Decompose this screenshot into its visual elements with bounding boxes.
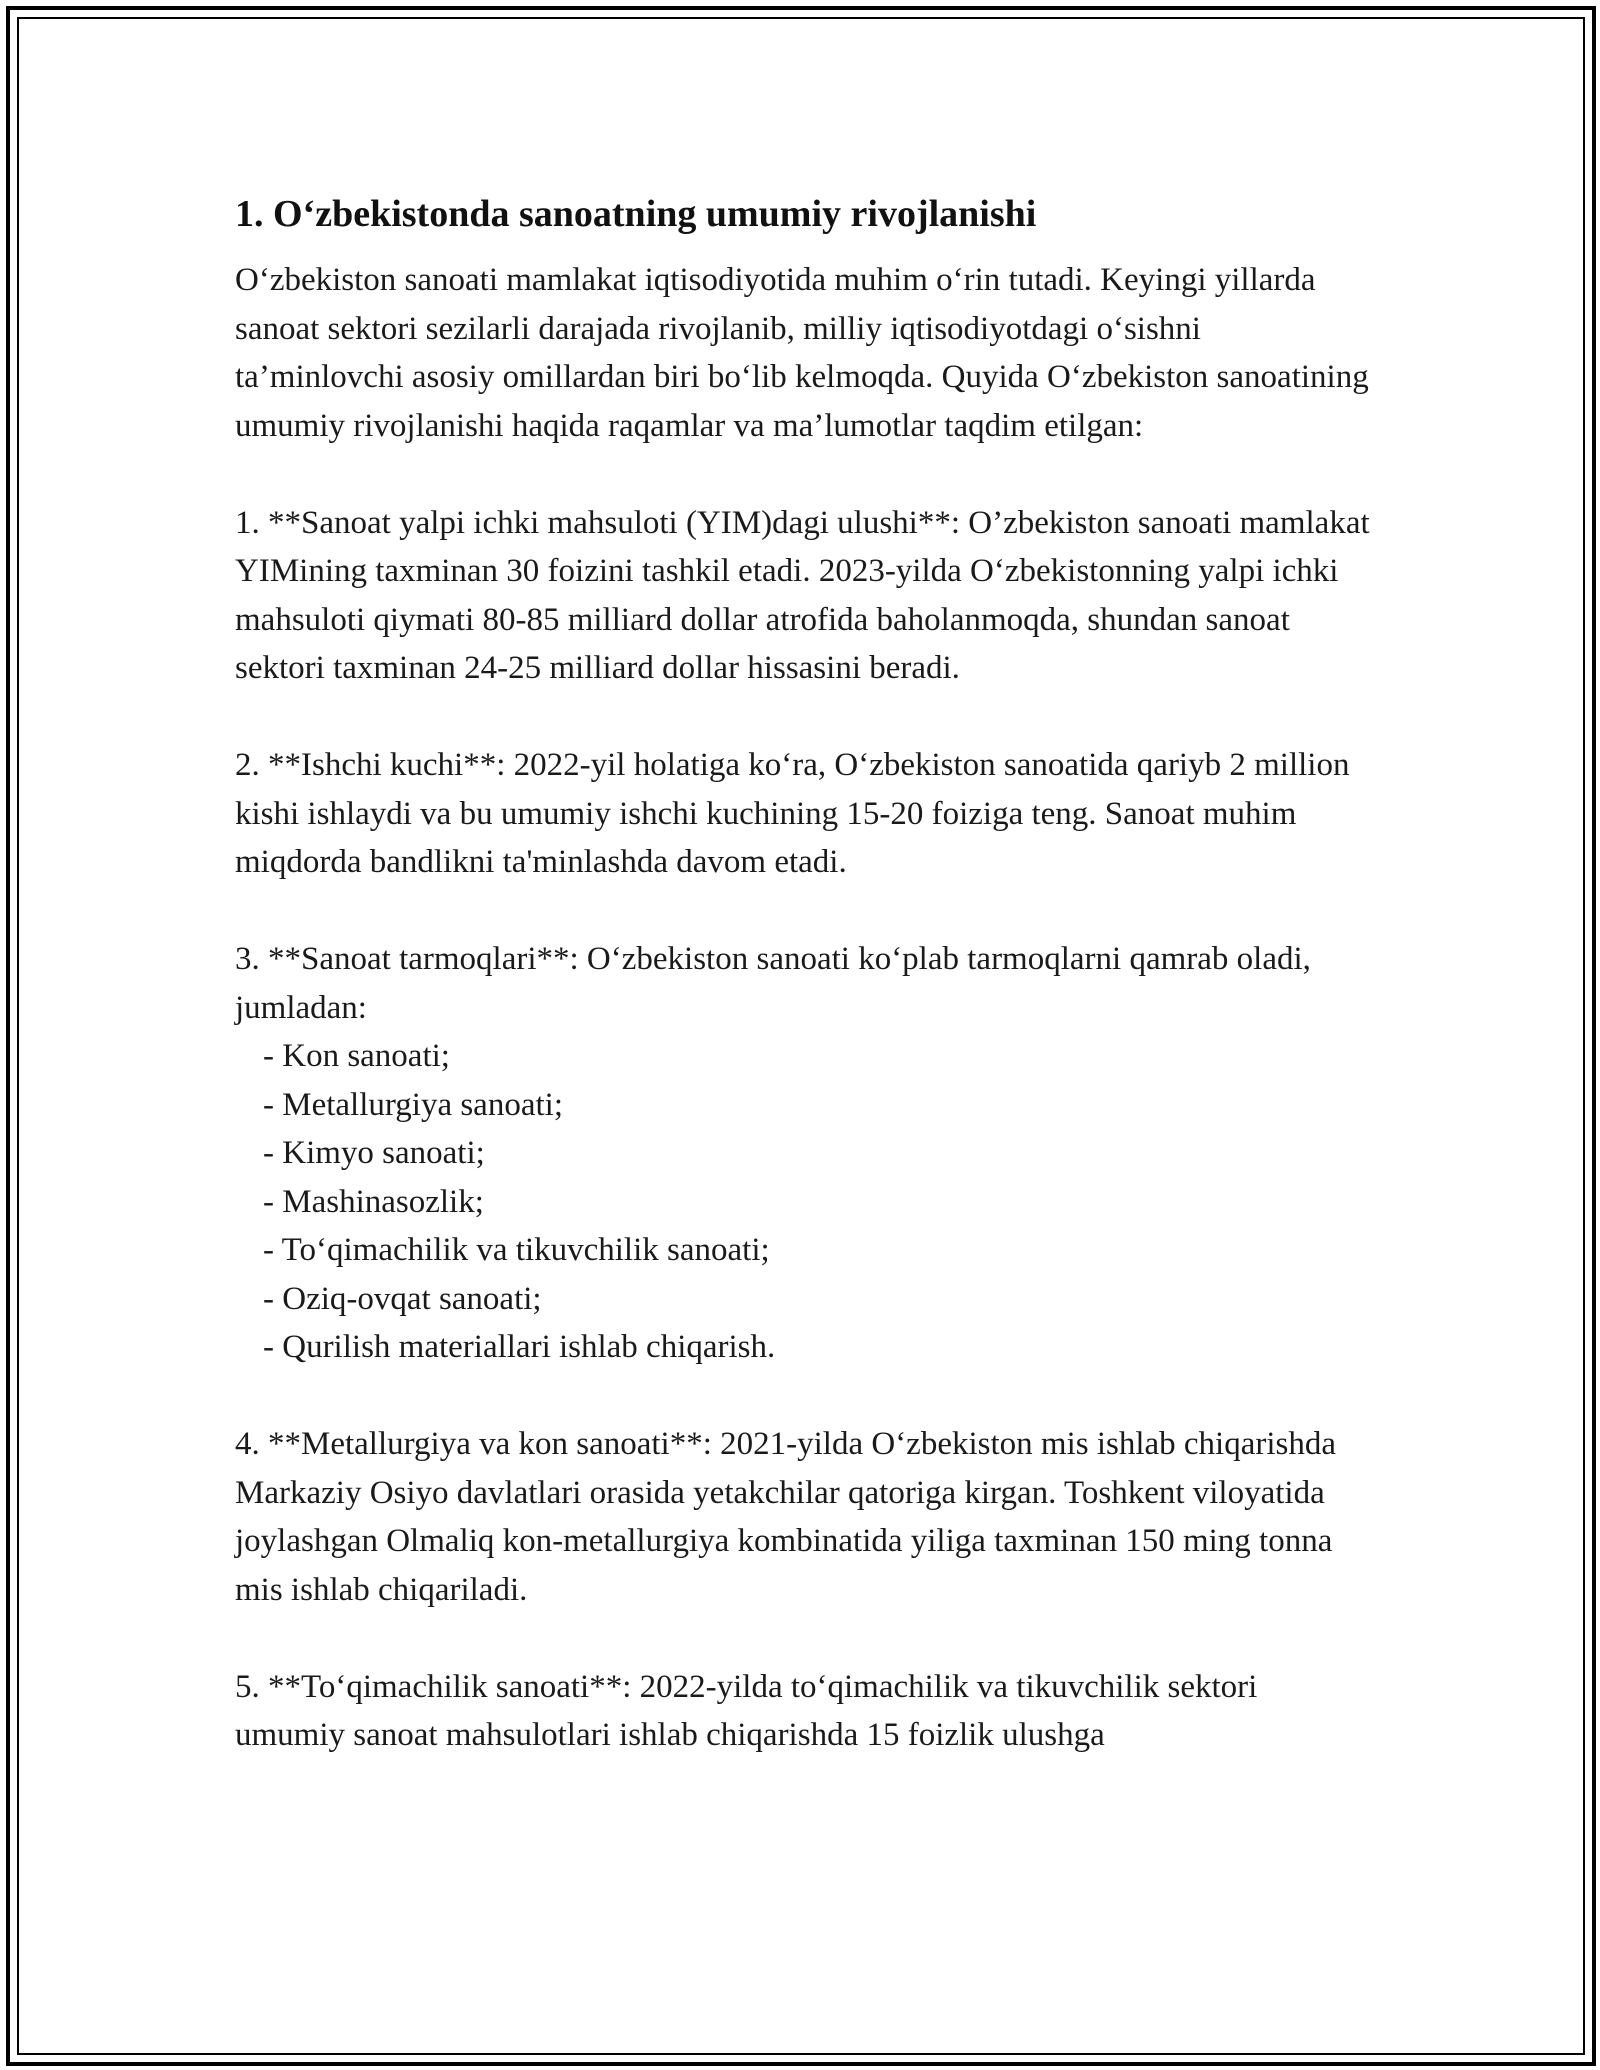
document-body xyxy=(235,190,1375,1760)
point-1-paragraph: 1. **Sanoat yalpi ichki mahsuloti (YIM)dagi ulushi**: O’zbekiston sanoati mamlakat YIMining taxminan 30 foizini tashkil etadi. 2023-yilda O‘zbekistonning yalpi ichki mahsuloti qiymati 80-85 milliard dollar atrofida baholanmoqda, shundan sanoat sektori taxminan 24-25 milliard dollar hissasini beradi. xyxy=(235,504,1370,686)
list-item: - Kon sanoati; xyxy=(263,1038,450,1074)
point-3-paragraph: 3. **Sanoat tarmoqlari**: O‘zbekiston sanoati ko‘plab tarmoqlarni qamrab oladi, jumladan: xyxy=(235,941,1311,1026)
paragraph-gap xyxy=(235,693,1375,742)
list-item: - Qurilish materiallari ishlab chiqarish. xyxy=(263,1329,776,1365)
point-4-paragraph: 4. **Metallurgiya va kon sanoati**: 2021-yilda O‘zbekiston mis ishlab chiqarishda Markaziy Osiyo davlatlari orasida yetakchilar qatoriga kirgan. Toshkent viloyatida joylashgan Olmaliq kon-metallurgiya kombinatida yiliga taxminan 150 ming tonna mis ishlab chiqariladi. xyxy=(235,1426,1337,1608)
paragraph-gap xyxy=(235,1614,1375,1663)
list-item: - Oziq-ovqat sanoati; xyxy=(263,1280,542,1317)
industry-branches-list xyxy=(235,1032,1375,1372)
paragraph-gap xyxy=(235,1372,1375,1421)
list-item: - To‘qimachilik va tikuvchilik sanoati; xyxy=(263,1232,770,1268)
list-item: - Mashinasozlik; xyxy=(263,1183,484,1220)
section-title: 1. O‘zbekistonda sanoatning umumiy rivojlanishi xyxy=(235,193,1037,235)
list-item: - Metallurgiya sanoati; xyxy=(263,1086,563,1123)
list-item: - Kimyo sanoati; xyxy=(263,1135,485,1171)
point-2-paragraph: 2. **Ishchi kuchi**: 2022-yil holatiga ko‘ra, O‘zbekiston sanoatida qariyb 2 million kishi ishlaydi va bu umumiy ishchi kuchining 15-20 foiziga teng. Sanoat muhim miqdorda bandlikni ta'minlashda davom etadi. xyxy=(235,747,1350,880)
paragraph-gap xyxy=(235,450,1375,499)
paragraph-gap xyxy=(235,887,1375,936)
intro-paragraph: O‘zbekiston sanoati mamlakat iqtisodiyotida muhim o‘rin tutadi. Keyingi yillarda sanoat sektori sezilarli darajada rivojlanib, milliy iqtisodiyotdagi o‘sishni ta’minlovchi asosiy omillardan biri bo‘lib kelmoqda. Quyida O‘zbekiston sanoatining umumiy rivojlanishi haqida raqamlar va ma’lumotlar taqdim etilgan: xyxy=(235,262,1369,444)
point-5-paragraph: 5. **To‘qimachilik sanoati**: 2022-yilda to‘qimachilik va tikuvchilik sektori umumiy sanoat mahsulotlari ishlab chiqarishda 15 foizlik ulushga xyxy=(235,1668,1258,1753)
